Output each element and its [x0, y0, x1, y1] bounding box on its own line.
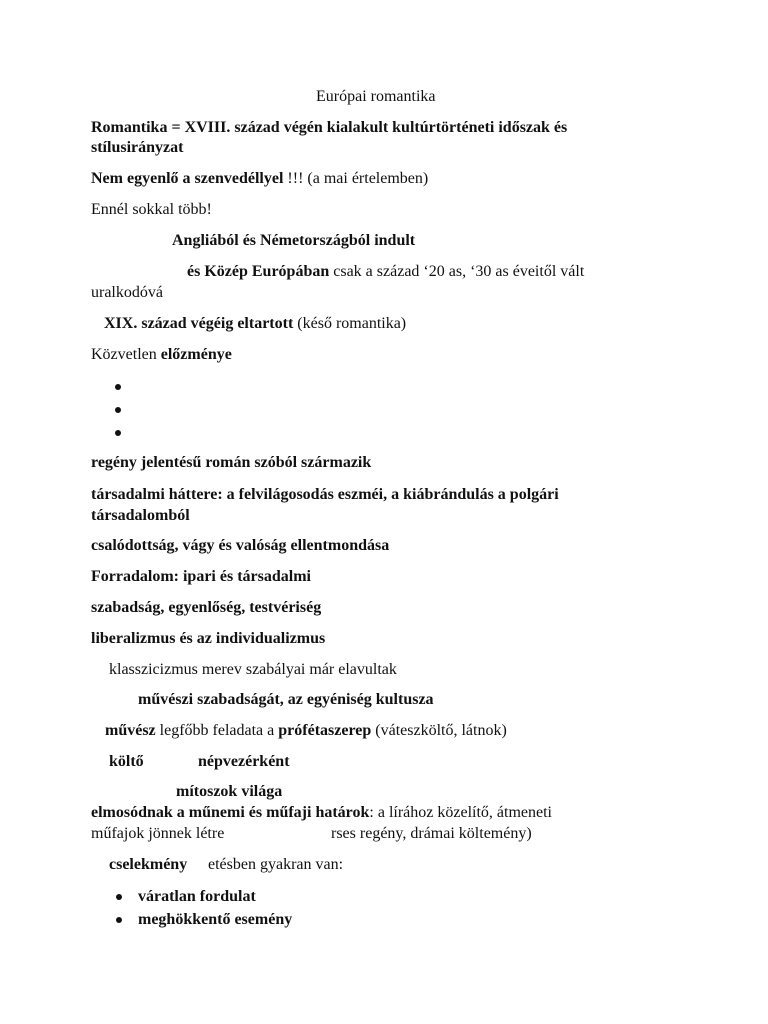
definition-line-cont: stílusirányzat	[91, 139, 184, 156]
text-line: elmosódnak a műnemi és műfaji határok: a lírához közelítő, átmeneti	[91, 804, 552, 821]
bullet-icon	[115, 384, 121, 390]
text-line: társadalomból	[91, 507, 190, 524]
text-line: művész legfőbb feladata a prófétaszerep (váteszköltő, látnok)	[105, 722, 507, 739]
list-item: meghökkentő esemény	[138, 911, 293, 928]
document-title: Európai romantika	[316, 88, 436, 105]
text-line: csalódottság, vágy és valóság ellentmondása	[91, 537, 390, 554]
spread-line-cont: uralkodóvá	[91, 284, 163, 301]
duration-line: XIX. század végéig eltartott (késő romantika)	[104, 315, 407, 332]
text-line: szabadság, egyenlőség, testvériség	[91, 599, 322, 616]
origin-line: Angliából és Németországból indult	[172, 232, 416, 249]
bullet-icon	[115, 430, 121, 436]
bullet-icon	[116, 894, 122, 900]
text-line: Forradalom: ipari és társadalmi	[91, 568, 311, 585]
bullet-icon	[116, 917, 122, 923]
text-line: költő	[109, 753, 144, 770]
text-line: cselekmény	[109, 856, 188, 873]
text-line: műfajok jönnek létre	[91, 825, 225, 842]
spread-line: és Közép Európában csak a század ‘20 as, ‘30 as éveitől vált	[187, 263, 585, 280]
list-item: váratlan fordulat	[138, 888, 256, 905]
text-line: liberalizmus és az individualizmus	[91, 630, 326, 647]
antecedent-line: Közvetlen előzménye	[91, 346, 232, 363]
text-line: művészi szabadságát, az egyéniség kultusza	[138, 691, 434, 708]
text-line: társadalmi háttere: a felvilágosodás eszméi, a kiábrándulás a polgári	[91, 486, 559, 503]
text-line: népvezérként	[198, 753, 290, 770]
bullet-icon	[115, 407, 121, 413]
note-line: Nem egyenlő a szenvedéllyel !!! (a mai értelemben)	[91, 170, 429, 187]
text-line: rses regény, drámai költemény)	[331, 825, 532, 842]
text-line: Ennél sokkal több!	[91, 201, 212, 218]
text-line: mítoszok világa	[176, 783, 283, 800]
text-line: klasszicizmus merev szabályai már elavultak	[109, 661, 397, 678]
text-line: regény jelentésű román szóból származik	[91, 454, 372, 471]
text-line: etésben gyakran van:	[208, 856, 344, 873]
definition-line: Romantika = XVIII. század végén kialakult kultúrtörténeti időszak és	[91, 119, 568, 136]
